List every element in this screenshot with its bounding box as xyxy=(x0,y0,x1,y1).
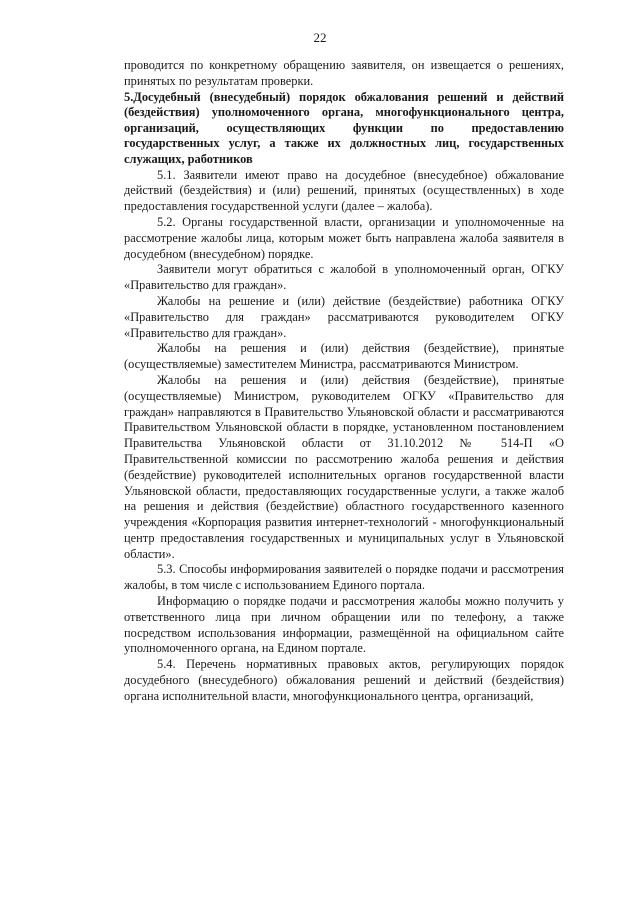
paragraph-info: Информацию о порядке подачи и рассмотрения жалобы можно получить у ответственного лица при личном обращении или по телефону, а также посредством использования информации, размещённой на официальном сайте уполномоченного органа, на Едином портале. xyxy=(124,594,564,656)
intro-paragraph: проводится по конкретному обращению заявителя, он извещается о решениях, принятых по результатам проверки. xyxy=(124,58,564,88)
paragraph-complaints-deputy: Жалобы на решения и (или) действия (бездействие), принятые (осуществляемые) заместителем Министра, рассматриваются Министром. xyxy=(124,341,564,372)
page-number: 22 xyxy=(313,30,327,45)
paragraph-5-2: 5.2. Органы государственной власти, организации и уполномоченные на рассмотрение жалобы лица, которым может быть направлена жалоба заявителя в досудебном (внесудебном) порядке. xyxy=(124,214,564,261)
paragraph-5-4: 5.4. Перечень нормативных правовых актов, регулирующих порядок досудебного (внесудебного) обжалования решений и действий (бездействия) органа исполнительной власти, многофункционального центра, организаций, xyxy=(124,657,564,703)
page-body xyxy=(124,58,564,705)
paragraph-complaints-worker: Жалобы на решение и (или) действие (бездействие) работника ОГКУ «Правительство для граждан» рассматриваются руководителем ОГКУ «Правительство для граждан». xyxy=(124,293,564,340)
paragraph-5-3: 5.3. Способы информирования заявителей о порядке подачи и рассмотрения жалобы, в том числе с использованием Единого портала. xyxy=(124,562,564,593)
paragraph-complaints-minister: Жалобы на решения и (или) действия (бездействие), принятые (осуществляемые) Министром, руководителем ОГКУ «Правительство для граждан» направляются в Правительство Ульяновской области и рассматриваются Правительством Ульяновской области в порядке, установленном постановлением Правительства Ульяновской области от 31.10.2012 № 514-П «О Правительственной комиссии по рассмотрению жалоба решения и действия (бездействие) руководителей исполнительных органов государственной власти Ульяновской области, предоставляющих государственные услуги, а также жалоб на решения и действия (бездействие) областного государственного казенного учреждения «Корпорация развития интернет-технологий - многофункциональный центр предоставления государственных и муниципальных услуг в Ульяновской области». xyxy=(124,372,564,561)
paragraph-5-1: 5.1. Заявители имеют право на досудебное (внесудебное) обжалование действий (бездействия) и (или) решений, принятых (осуществленных) в ходе предоставления государственной услуги (далее – жалоба). xyxy=(124,167,564,214)
paragraph-applicants: Заявители могут обратиться с жалобой в уполномоченный орган, ОГКУ «Правительство для граждан». xyxy=(124,262,564,293)
section-heading: 5.Досудебный (внесудебный) порядок обжалования решений и действий (бездействия) уполномоченного органа, многофункционального центра, организаций, осуществляющих функции по предоставлению государственных услуг, а также их должностных лиц, государственных служащих, работников xyxy=(124,89,564,166)
